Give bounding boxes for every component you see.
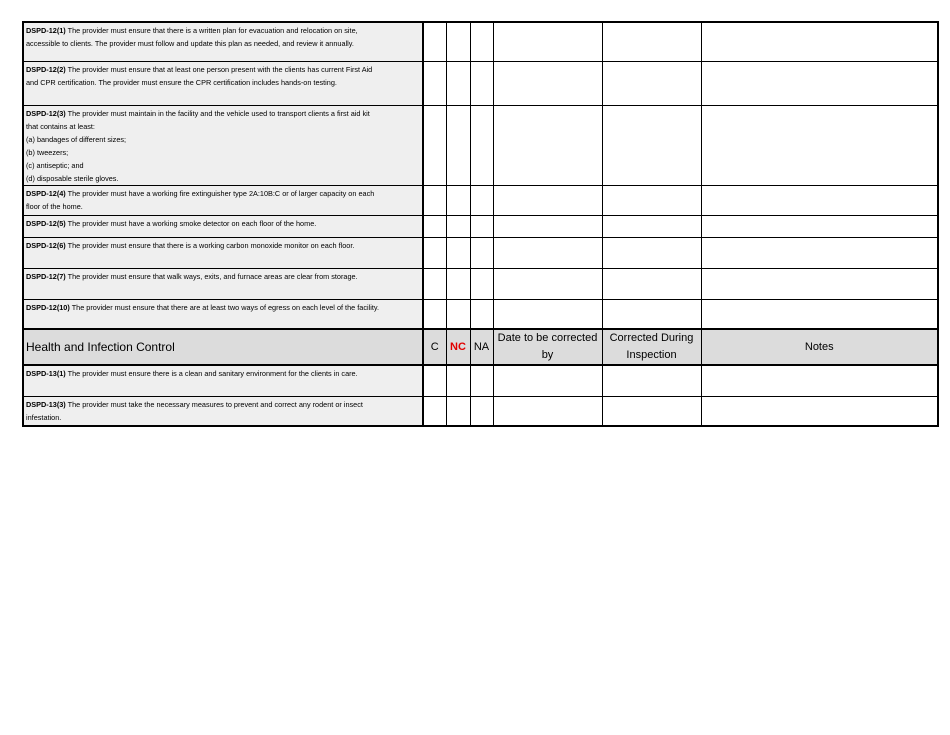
- requirement-row-dspd-13-3: [23, 396, 938, 426]
- requirement-description: [23, 396, 423, 426]
- date-to-correct-cell[interactable]: [493, 365, 602, 396]
- requirement-row-dspd-13-1: [23, 365, 938, 396]
- compliant-cell[interactable]: [423, 61, 446, 105]
- noncompliant-cell[interactable]: [446, 365, 470, 396]
- notes-cell[interactable]: [701, 268, 938, 299]
- compliant-cell[interactable]: [423, 365, 446, 396]
- compliant-cell[interactable]: [423, 299, 446, 329]
- corrected-during-inspection-cell[interactable]: [602, 365, 701, 396]
- requirement-text: The provider must ensure that walk ways, exits, and furnace areas are clear from storage.: [65, 271, 358, 281]
- date-to-correct-cell[interactable]: [493, 268, 602, 299]
- section-title: Health and Infection Control: [23, 329, 423, 365]
- corrected-during-inspection-cell[interactable]: [602, 61, 701, 105]
- column-header-date-to-be-corrected: Date to be corrected by: [493, 329, 602, 365]
- notes-cell[interactable]: [701, 215, 938, 237]
- requirement-row-dspd-12-5: [23, 215, 938, 237]
- corrected-during-inspection-cell[interactable]: [602, 396, 701, 426]
- corrected-during-inspection-cell[interactable]: [602, 185, 701, 215]
- column-header-c: C: [423, 329, 446, 365]
- requirement-text: The provider must maintain in the facility and the vehicle used to transport clients a first aid kit that contains at least: (a) bandages of different sizes; (b) tweezers; (c) antiseptic; and (d) disposable sterile gloves.: [26, 108, 370, 183]
- requirement-text: The provider must have a working smoke detector on each floor of the home.: [65, 218, 317, 228]
- corrected-during-inspection-cell[interactable]: [602, 237, 701, 268]
- not-applicable-cell[interactable]: [470, 61, 493, 105]
- date-to-correct-cell[interactable]: [493, 215, 602, 237]
- compliant-cell[interactable]: [423, 105, 446, 185]
- requirement-code: DSPD-12(3): [26, 108, 66, 118]
- date-to-correct-cell[interactable]: [493, 22, 602, 61]
- noncompliant-cell[interactable]: [446, 105, 470, 185]
- noncompliant-cell[interactable]: [446, 215, 470, 237]
- not-applicable-cell[interactable]: [470, 396, 493, 426]
- corrected-during-inspection-cell[interactable]: [602, 268, 701, 299]
- requirement-description: [23, 61, 423, 105]
- compliant-cell[interactable]: [423, 215, 446, 237]
- section-header-health-infection-control: [23, 329, 938, 365]
- not-applicable-cell[interactable]: [470, 185, 493, 215]
- requirement-text: The provider must ensure that there is a written plan for evacuation and relocation on site, accessible to clients. The provider must follow and update this plan as needed, and review it annually.: [26, 26, 358, 48]
- compliant-cell[interactable]: [423, 237, 446, 268]
- requirement-row-dspd-12-4: [23, 185, 938, 215]
- notes-cell[interactable]: [701, 365, 938, 396]
- compliant-cell[interactable]: [423, 185, 446, 215]
- requirement-code: DSPD-12(5): [26, 218, 66, 228]
- requirement-text: The provider must have a working fire extinguisher type 2A:10B:C or of larger capacity on each floor of the home.: [26, 188, 375, 211]
- date-to-correct-cell[interactable]: [493, 185, 602, 215]
- date-to-correct-cell[interactable]: [493, 299, 602, 329]
- notes-cell[interactable]: [701, 299, 938, 329]
- not-applicable-cell[interactable]: [470, 105, 493, 185]
- requirement-text: The provider must ensure that there are at least two ways of egress on each level of the facility.: [69, 302, 379, 312]
- requirement-code: DSPD-12(6): [26, 240, 66, 250]
- column-header-notes: Notes: [701, 329, 938, 365]
- corrected-during-inspection-cell[interactable]: [602, 215, 701, 237]
- requirement-code: DSPD-12(2): [26, 64, 66, 74]
- compliant-cell[interactable]: [423, 22, 446, 61]
- requirement-text: The provider must ensure that there is a working carbon monoxide monitor on each floor.: [65, 240, 355, 250]
- notes-cell[interactable]: [701, 22, 938, 61]
- requirement-text: The provider must ensure there is a clean and sanitary environment for the clients in care.: [65, 369, 358, 378]
- requirement-text: The provider must take the necessary measures to prevent and correct any rodent or insect infestation.: [26, 399, 363, 422]
- requirement-description: [23, 299, 423, 329]
- noncompliant-cell[interactable]: [446, 61, 470, 105]
- noncompliant-cell[interactable]: [446, 396, 470, 426]
- noncompliant-cell[interactable]: [446, 268, 470, 299]
- requirement-description: [23, 237, 423, 268]
- requirement-code: DSPD-12(4): [26, 188, 66, 198]
- date-to-correct-cell[interactable]: [493, 237, 602, 268]
- date-to-correct-cell[interactable]: [493, 396, 602, 426]
- requirement-description: [23, 185, 423, 215]
- requirement-description: [23, 365, 423, 396]
- not-applicable-cell[interactable]: [470, 237, 493, 268]
- requirement-row-dspd-12-1: [23, 22, 938, 61]
- date-to-correct-cell[interactable]: [493, 61, 602, 105]
- not-applicable-cell[interactable]: [470, 268, 493, 299]
- requirement-code: DSPD-13(3): [26, 399, 66, 409]
- requirement-code: DSPD-13(1): [26, 369, 66, 378]
- column-header-corrected-during-inspection: Corrected During Inspection: [602, 329, 701, 365]
- notes-cell[interactable]: [701, 185, 938, 215]
- notes-cell[interactable]: [701, 237, 938, 268]
- notes-cell[interactable]: [701, 105, 938, 185]
- requirement-row-dspd-12-6: [23, 237, 938, 268]
- requirement-row-dspd-12-10: [23, 299, 938, 329]
- column-header-na: NA: [470, 329, 493, 365]
- corrected-during-inspection-cell[interactable]: [602, 22, 701, 61]
- requirement-code: DSPD-12(7): [26, 271, 66, 281]
- noncompliant-cell[interactable]: [446, 299, 470, 329]
- noncompliant-cell[interactable]: [446, 22, 470, 61]
- notes-cell[interactable]: [701, 61, 938, 105]
- requirement-description: [23, 215, 423, 237]
- requirement-text: The provider must ensure that at least one person present with the clients has current First Aid and CPR certification. The provider must ensure the CPR certification includes hands-on testing.: [26, 64, 373, 87]
- compliant-cell[interactable]: [423, 268, 446, 299]
- requirement-row-dspd-12-2: [23, 61, 938, 105]
- requirement-code: DSPD-12(1): [26, 26, 66, 35]
- noncompliant-cell[interactable]: [446, 185, 470, 215]
- corrected-during-inspection-cell[interactable]: [602, 105, 701, 185]
- not-applicable-cell[interactable]: [470, 365, 493, 396]
- notes-cell[interactable]: [701, 396, 938, 426]
- requirement-description: [23, 268, 423, 299]
- inspection-checklist-table: [22, 21, 939, 427]
- requirement-row-dspd-12-3: [23, 105, 938, 185]
- not-applicable-cell[interactable]: [470, 299, 493, 329]
- requirement-description: [23, 105, 423, 185]
- requirement-description: [23, 22, 423, 61]
- requirement-row-dspd-12-7: [23, 268, 938, 299]
- compliant-cell[interactable]: [423, 396, 446, 426]
- noncompliant-cell[interactable]: [446, 237, 470, 268]
- not-applicable-cell[interactable]: [470, 22, 493, 61]
- not-applicable-cell[interactable]: [470, 215, 493, 237]
- date-to-correct-cell[interactable]: [493, 105, 602, 185]
- requirement-code: DSPD-12(10): [26, 302, 70, 312]
- column-header-nc: NC: [446, 329, 470, 365]
- corrected-during-inspection-cell[interactable]: [602, 299, 701, 329]
